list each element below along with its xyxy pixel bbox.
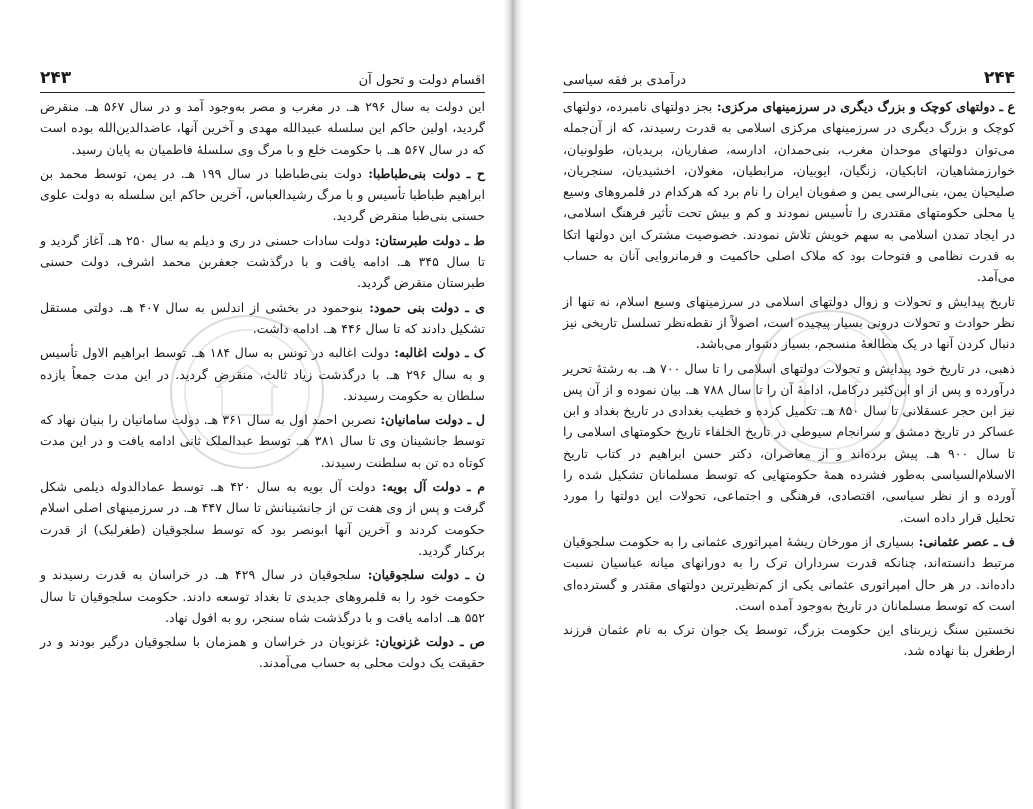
right-running-head bbox=[563, 58, 1015, 93]
entry-tabataba: ح ـ دولت بنی‌طباطبا:دولت بنی‌طباطبا در سال ۱۹۹ هـ. در یمن، توسط محمد بن ابراهیم طباطبا تأسیس و با مرگ رشیدالعباس، آخرین حاکم این سلسله به دولت علوی حسنی بنی‌طبا منقرض گردید. bbox=[40, 165, 486, 224]
entry-other-dynasties: ع ـ دولتهای کوچک و بزرگ دیگری در سرزمینهای مرکزی:بجز دولتهای نامبرده، دولتهای کوچک و بزرگ دیگری در سرزمینهای مرکزی اسلامی به قدرت رسیدند، که از آن‌جمله می‌توان دولتهای موحدان مغرب، بنی‌حمدان، ادارسه، صفاریان، بریدیان، طولونیان، خوارزمشاهیان، اتابکیان، زنگیان، ایوبیان، مرابطیان، مغولان، اخشیدیان، سنجریان، صلیحیان یمن، بنی‌الرسی یمن و صفویان ایران را نام برد که هرکدام در قلمروهای وسیع یا محلی حکومتهای مقتدری را تأسیس نمودند و کم و بیش تحت تأثیر فرهنگ اسلامی، در ایجاد تمدن اسلامی به سهم خویش تلاش نمودند. خصوصیت مشترک این دولتها اتکا به قدرت نظامی و فتوحات بود که ملاک اصلی حاکمیت و فرمانروایی آنان به حساب می‌آمد. bbox=[563, 99, 1016, 285]
paragraph-historians: ذهبی، در تاریخ خود پیدایش و تحولات دولتهای اسلامی را تا سال ۷۰۰ هـ. به رشتهٔ تحریر درآورده و پس از او ابن‌کثیر درکامل، ادامهٔ آن را تا سال ۷۸۸ هـ. بیان نموده و از آن پس نیز ابن حجر عسقلانی تا سال ۸۵۰ هـ. تکمیل کرده و خطیب بغدادی در تاریخ بغداد و ابن عساکر در تاریخ دمشق و سرانجام سیوطی در تاریخ الخلفاء تاریخ حکومتهای اسلامی را تا سال ۹۰۰ هـ. پیش برده‌اند و از معاصران، دکتر حسن ابراهیم در کتاب تاریخ الاسلام‌السیاسی به‌طور فشرده همهٔ حکومتهایی که توسط مسلمانان تشکیل شده را آورده و از نظر سیاسی، اقتصادی، فرهنگی و اجتماعی، تحولات این دولتها را مورد تحلیل قرار داده است. bbox=[563, 360, 1016, 525]
entry-fatimid: این دولت به سال ۲۹۶ هـ. در مغرب و مصر به‌وجود آمد و در سال ۵۶۷ هـ. منقرض گردید، اولین حاکم این سلسله عبیدالله مهدی و آخرین آنها، عاضدالدین‌الله بوده است که در سال ۵۶۷ هـ. با حکومت خلع و با مرگ وی سلسلهٔ فاطمیان به پایان رسید. bbox=[40, 99, 486, 157]
left-running-head bbox=[40, 58, 485, 93]
entry-bani-hammud: ی ـ دولت بنی حمود:بنوحمود در بخشی از اندلس به سال ۴۰۷ هـ. دولتی مستقل تشکیل دادند که تا سال ۴۴۶ هـ. ادامه داشت. bbox=[40, 299, 485, 336]
entry-samanids: ل ـ دولت سامانیان:نصربن احمد اول به سال ۳۶۱ هـ. دولت سامانیان را بنیان نهاد که توسط جانشینان وی تا سال ۳۸۱ هـ. توسط عبدالملک ثانی ادامه یافت و در این مدت کوتاه ده تن به سلطنت رسیدند. bbox=[40, 412, 485, 470]
entry-ghaznavids: ص ـ دولت غزنویان:غزنویان در خراسان و همزمان با سلجوقیان درگیر بودند و در حقیقت یک دولت محلی به حساب می‌آمدند. bbox=[40, 634, 486, 671]
page-number: ۲۴۳ bbox=[40, 68, 72, 88]
entry-aghlabids: ک ـ دولت اغالبه:دولت اغالبه در تونس به سال ۱۸۴ هـ. توسط ابراهیم الاول تأسیس و به سال ۲۹۶ هـ. با درگذشت زیاد ثالث، منقرض گردید. در این مدت جمعاً یازده سلطان به حکومت رسیدند. bbox=[40, 345, 486, 403]
running-title: اقسام دولت و تحول آن bbox=[358, 73, 485, 88]
left-page-body bbox=[40, 96, 485, 795]
right-page bbox=[523, 0, 1033, 809]
entry-tabaristan: ط ـ دولت طبرستان:دولت سادات حسنی در ری و دیلم به سال ۲۵۰ هـ. آغاز گردید و تا سال ۳۴۵ هـ. ادامه یافت و با درگذشت جعفربن محمد اشرف، دولت حسنی طبرستان منقرض گردید. bbox=[40, 232, 485, 291]
right-page-body bbox=[563, 96, 1015, 795]
book-gutter bbox=[503, 0, 523, 809]
paragraph-history-complexity: تاریخ پیدایش و تحولات و زوال دولتهای اسلامی در سرزمینهای وسیع اسلام، نه تنها از نظر حوادث و تحولات درونی بسیار پیچیده است، اصولاً از نقطه‌نظر تسلسل تاریخی نیز دنبال کردن آنها در یک مطالعهٔ منسجم، بسیار دشوار می‌باشد. bbox=[563, 293, 1015, 352]
page-number: ۲۴۴ bbox=[983, 68, 1015, 88]
paragraph-ottoman-founder: نخستین سنگ زیربنای این حکومت بزرگ، توسط یک جوان ترک به نام عثمان فرزند ارطغرل بنا نهاده شد. bbox=[563, 622, 1015, 659]
running-title: درآمدی بر فقه سیاسی bbox=[563, 73, 687, 88]
entry-seljuks: ن ـ دولت سلجوقیان:سلجوقیان در سال ۴۲۹ هـ. در خراسان به قدرت رسیدند و حکومت خود را به قلمروهای جدیدی تا بغداد توسعه دادند. حکومت سلجوقیان تا سال ۵۵۲ هـ. ادامه یافت و با درگذشت شاه سنجر، رو به افول نهاد. bbox=[40, 567, 485, 625]
entry-buyids: م ـ دولت آل بویه:دولت آل بویه به سال ۴۲۰ هـ. توسط عمادالدوله دیلمی شکل گرفت و پس از وی هفت تن از جانشینانش تا سال ۴۴۷ هـ. در سرزمینهای اصلی اسلام حکومت کردند و آخرین آنها ابونصر بود که توسط سلجوقیان (طغرلبک) از قدرت برکنار گردید. bbox=[40, 479, 486, 558]
entry-ottoman-era: ف ـ عصر عثمانی:بسیاری از مورخان ریشهٔ امپراتوری عثمانی را به حکومت سلجوقیان مرتبط دانسته‌اند، چنانکه قدرت سرداران ترک را به دورانهای میانه عباسیان نسبت داده‌اند. در هر حال امپراتوری عثمانی یکی از کم‌نظیرترین دولتهای مقتدر و گسترده‌ای است که توسط مسلمانان در تاریخ به‌وجود آمده است. bbox=[563, 533, 1015, 613]
left-page bbox=[0, 0, 503, 809]
